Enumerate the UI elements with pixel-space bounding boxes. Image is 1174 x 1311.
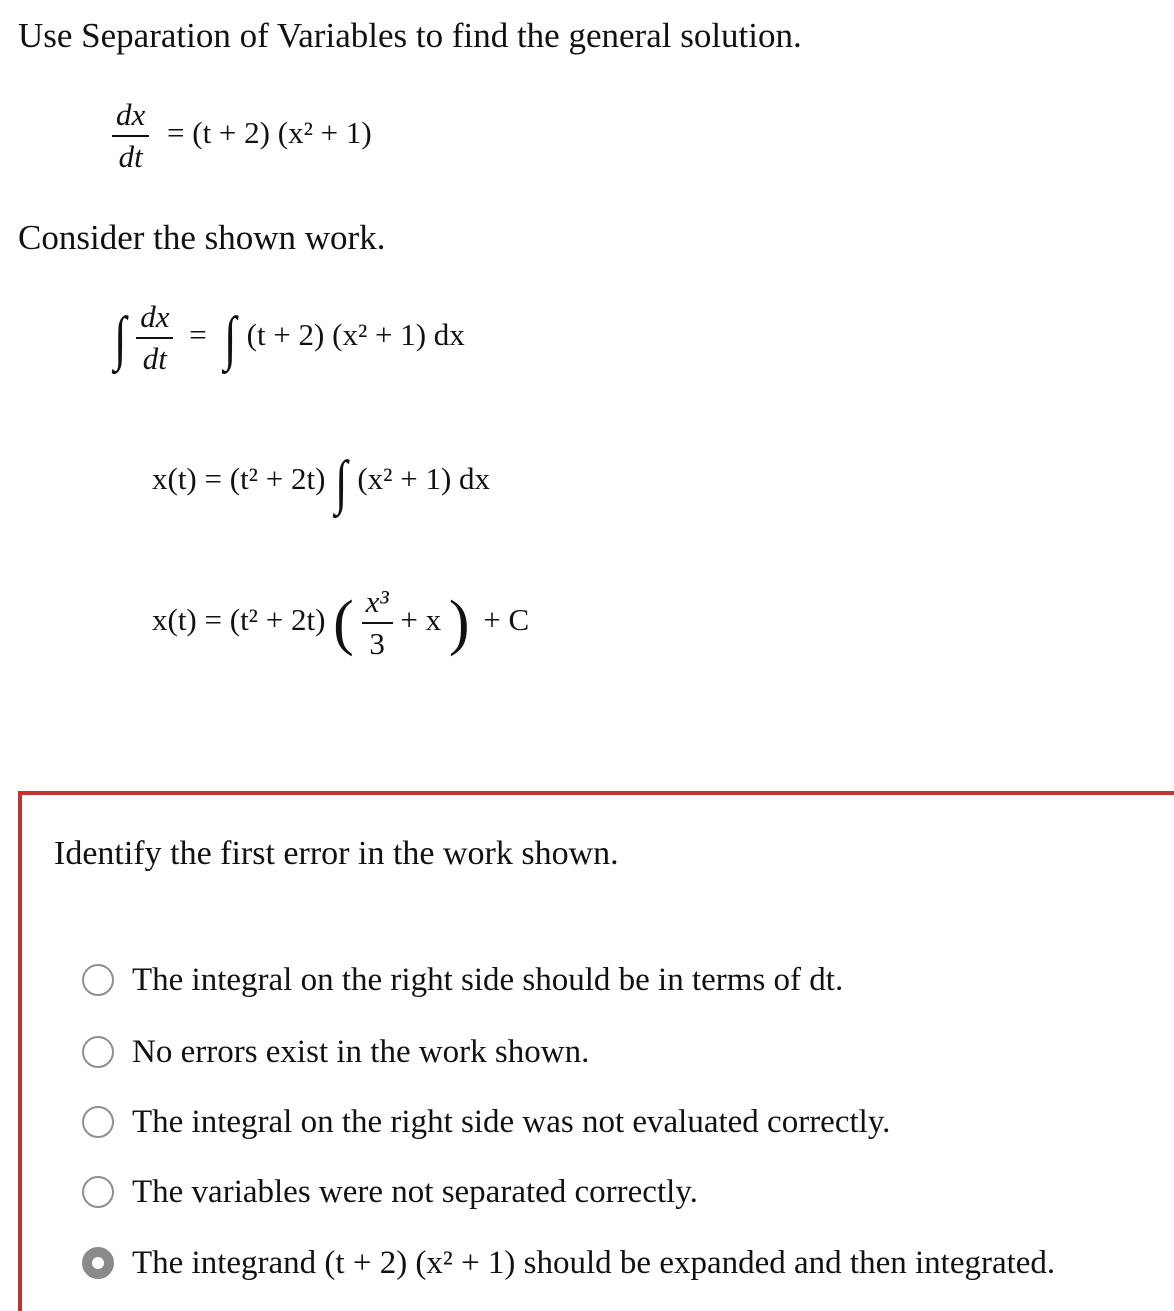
work-step-3 (152, 585, 529, 661)
step1-numerator: dx (140, 299, 170, 334)
fraction-bar (112, 135, 149, 137)
radio-button[interactable] (82, 1176, 114, 1208)
step3-lhs: x(t) = (t² + 2t) (152, 602, 326, 638)
radio-button-selected[interactable] (82, 1247, 114, 1279)
radio-button[interactable] (82, 1106, 114, 1138)
step1-derivative-fraction (136, 300, 173, 376)
left-paren: ( (333, 589, 354, 658)
answer-option-label: The integrand (t + 2) (x² + 1) should be expanded and then integrated. (132, 1244, 1056, 1281)
consider-text: Consider the shown work. (18, 218, 386, 257)
step1-denominator: dt (142, 341, 167, 377)
radio-button[interactable] (82, 1036, 114, 1068)
answer-option-label: The integral on the right side was not evaluated correctly. (132, 1103, 891, 1140)
answer-option-label: The variables were not separated correctly. (132, 1173, 698, 1210)
ode-denominator: dt (118, 139, 143, 175)
ode-numerator: dx (116, 97, 146, 132)
step3-fraction (362, 585, 393, 661)
step3-frac-denominator: 3 (369, 626, 385, 662)
question-panel (18, 791, 1174, 1311)
answer-option-label: No errors exist in the work shown. (132, 1033, 590, 1070)
right-paren: ) (448, 589, 470, 658)
work-step-1 (112, 300, 465, 376)
step3-constant: + C (483, 602, 530, 638)
radio-button[interactable] (82, 964, 114, 996)
ode-equation (112, 98, 372, 174)
step1-rhs: (t + 2) (x² + 1) dx (246, 317, 465, 353)
integral-sign-icon: ∫ (335, 449, 348, 515)
work-step-2 (152, 449, 491, 515)
question-prompt: Identify the first error in the work shown. (54, 835, 619, 872)
step2-lhs: x(t) = (t² + 2t) (152, 461, 326, 497)
ode-rhs: = (t + 2) (x² + 1) (167, 115, 372, 151)
step3-inner-term: + x (400, 602, 442, 638)
fraction-bar (136, 337, 173, 339)
step2-rhs: (x² + 1) dx (357, 461, 491, 497)
answer-option-5[interactable] (82, 1241, 1055, 1285)
step3-frac-numerator: x³ (365, 584, 389, 619)
step1-equals: = (189, 317, 207, 353)
instruction-text: Use Separation of Variables to find the general solution. (18, 16, 802, 55)
answer-option-4[interactable] (82, 1170, 698, 1214)
fraction-bar (362, 622, 393, 624)
ode-derivative-fraction (112, 98, 149, 174)
integral-sign-icon: ∫ (224, 305, 237, 372)
answer-option-2[interactable] (82, 1030, 589, 1074)
answer-option-1[interactable] (82, 958, 843, 1002)
integral-sign-icon: ∫ (114, 305, 127, 372)
answer-option-label: The integral on the right side should be in terms of dt. (132, 961, 844, 998)
answer-option-3[interactable] (82, 1100, 890, 1144)
